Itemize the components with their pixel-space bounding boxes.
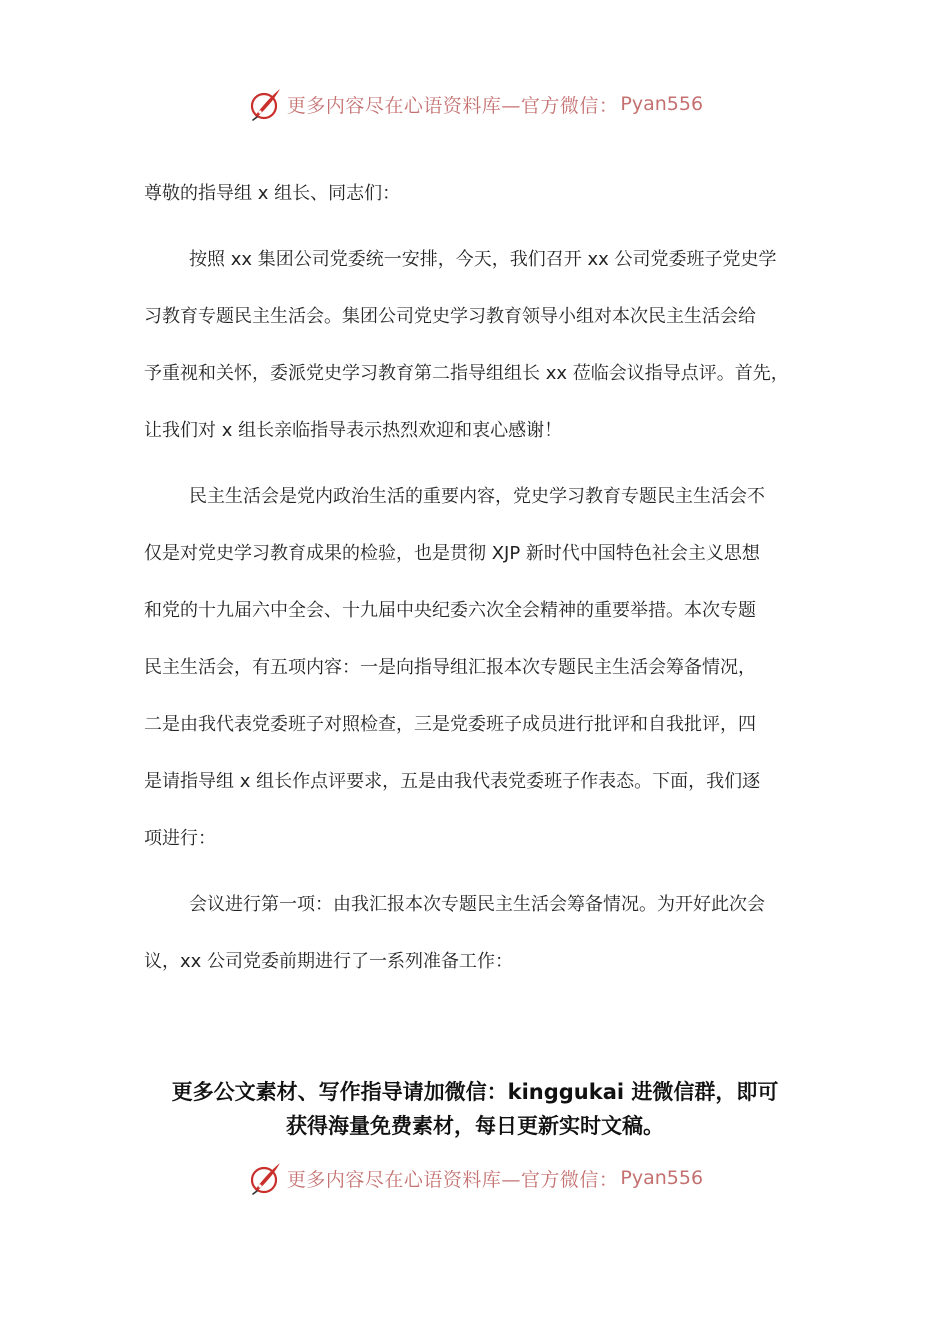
paragraph-2-line-2: 仅是对党史学习教育成果的检验，也是贯彻 XJP 新时代中国特色社会主义思想 <box>144 543 760 564</box>
paragraph-2-line-1: 民主生活会是党内政治生活的重要内容，党史学习教育专题民主生活会不 <box>189 486 765 507</box>
paragraph-2-line-4: 民主生活会，有五项内容：一是向指导组汇报本次专题民主生活会筹备情况， <box>144 657 756 678</box>
header-banner <box>0 84 950 124</box>
paragraph-2-line-3: 和党的十九届六中全会、十九届中央纪委六次全会精神的重要举措。本次专题 <box>144 600 756 621</box>
paragraph-2-line-5: 二是由我代表党委班子对照检查，三是党委班子成员进行批评和自我批评，四 <box>144 714 756 735</box>
paragraph-1-line-4: 让我们对 x 组长亲临指导表示热烈欢迎和衷心感谢！ <box>144 420 563 441</box>
promo-line-1: 更多公文素材、写作指导请加微信：kinggukai 进微信群，即可 <box>171 1080 779 1104</box>
paragraph-3-line-2: 议，xx 公司党委前期进行了一系列准备工作： <box>144 951 514 972</box>
salutation: 尊敬的指导组 x 组长、同志们： <box>144 183 401 204</box>
banner-text: 更多内容尽在心语资料库—官方微信： <box>286 94 619 117</box>
quill-pen-logo-icon <box>247 1160 283 1196</box>
quill-pen-logo-icon <box>247 86 283 122</box>
footer-banner <box>0 1158 950 1198</box>
paragraph-2-line-7: 项进行： <box>144 828 216 849</box>
promo-line-2: 获得海量免费素材，每日更新实时文稿。 <box>286 1114 664 1138</box>
banner-text: 更多内容尽在心语资料库—官方微信： <box>286 1168 619 1191</box>
paragraph-3-line-1: 会议进行第一项：由我汇报本次专题民主生活会筹备情况。为开好此次会 <box>189 894 765 915</box>
paragraph-1-line-3: 予重视和关怀，委派党史学习教育第二指导组组长 xx 莅临会议指导点评。首先， <box>144 363 789 384</box>
banner-wechat-id: Pyan556 <box>620 93 704 115</box>
banner-wechat-id: Pyan556 <box>620 1167 704 1189</box>
paragraph-1-line-1: 按照 xx 集团公司党委统一安排，今天，我们召开 xx 公司党委班子党史学 <box>189 249 777 270</box>
paragraph-1-line-2: 习教育专题民主生活会。集团公司党史学习教育领导小组对本次民主生活会给 <box>144 306 756 327</box>
paragraph-2-line-6: 是请指导组 x 组长作点评要求，五是由我代表党委班子作表态。下面，我们逐 <box>144 771 761 792</box>
